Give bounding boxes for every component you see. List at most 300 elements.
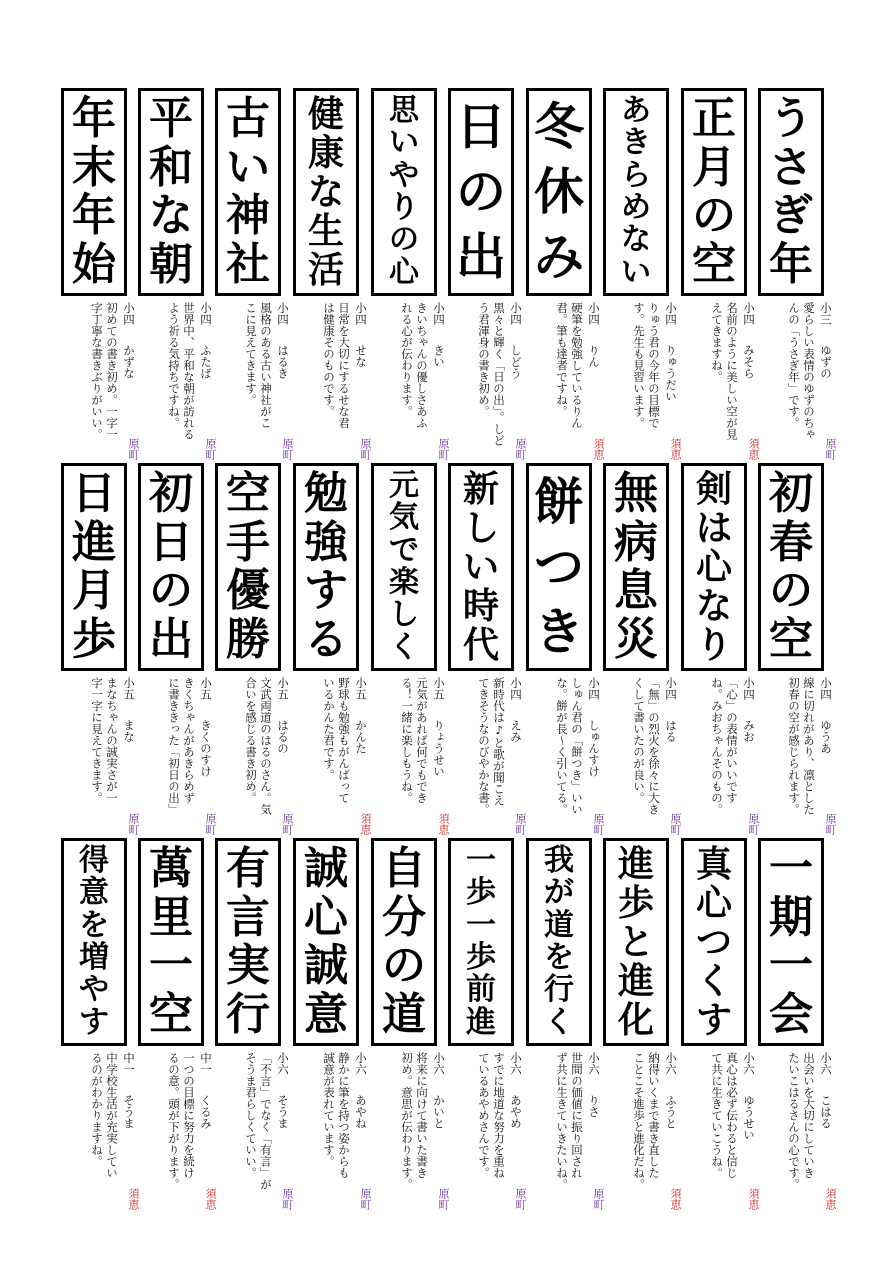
comment-line: 文武両道のはるのさん。気 [259,677,273,815]
comment-line: 静かに筆を持つ姿からも [337,1052,351,1179]
grade-label: 小六 [819,1052,833,1075]
calligraphy-char: 朝 [149,238,193,290]
entry-caption [64,302,136,462]
calligraphy-panel [293,463,359,671]
grade-label: 小四 [587,302,601,325]
calligraphy-char: め [621,190,651,226]
entry-caption [529,302,601,462]
calligraphy-panel [448,88,514,296]
comment-line: 「心」の表情がいいです [725,677,739,804]
calligraphy-char: 日 [72,468,116,520]
calligraphy-entry [292,88,372,468]
calligraphy-char: 増 [79,940,109,976]
school-label: 原町 [127,813,140,835]
calligraphy-char: な [307,170,344,213]
school-label: 須恵 [204,1188,217,1210]
calligraphy-char: な [149,190,193,242]
calligraphy-char: 誠 [304,843,348,895]
comment-line: よう祈る気持ちですね。 [167,302,181,429]
calligraphy-char: 一 [466,907,496,943]
comment-line: しゅん君の「餅つき」いい [570,677,584,815]
comment-line: る！一緒に楽しもうね。 [400,677,414,804]
calligraphy-char: く [695,959,732,1002]
grade-label: 小四 [122,302,136,325]
author-name: りさ [587,1094,601,1118]
calligraphy-char: い [621,254,651,290]
calligraphy-char: 月 [692,141,736,193]
school-label: 須恵 [747,1188,760,1210]
calligraphy-char: い [226,141,270,193]
author-name: かんた [354,719,368,754]
entry-caption [451,302,523,462]
calligraphy-char: ぎ [769,190,813,242]
calligraphy-char: 一 [769,843,813,895]
calligraphy-char: 月 [72,565,116,617]
calligraphy-panel [758,838,824,1046]
calligraphy-char: 生 [307,209,344,252]
author-name: はるの [276,719,290,754]
school-label: 須恵 [669,1188,682,1210]
calligraphy-char: い [462,545,499,588]
calligraphy-char: 和 [149,141,193,193]
school-label: 原町 [669,813,682,835]
calligraphy-char: 前 [466,972,496,1008]
calligraphy-char: 萬 [149,843,193,895]
calligraphy-char: 進 [617,843,654,886]
comment-line: ことこそ進歩と進化だね。 [632,1052,646,1190]
calligraphy-char: き [534,601,584,661]
calligraphy-entry [447,88,527,468]
calligraphy-char: 歩 [466,875,496,911]
comment-line: まなちゃんの誠実さが一 [105,677,119,804]
school-label: 須恵 [669,438,682,460]
author-name: えみ [509,719,523,743]
calligraphy-char: 勉 [304,468,348,520]
calligraphy-panel [681,463,747,671]
calligraphy-char: 日 [149,516,193,568]
comment-line: に書ききった「初日の出」 [167,677,181,815]
calligraphy-char: 得 [79,843,109,879]
comment-line: くして書いたのが良い。 [632,677,646,804]
calligraphy-char: 道 [382,988,426,1040]
calligraphy-char: 代 [462,623,499,666]
entry-caption [141,302,213,462]
author-name: あやね [354,1094,368,1129]
calligraphy-char: が [544,875,574,911]
calligraphy-char: 道 [544,907,574,943]
author-name: はる [664,719,678,743]
comment-line: 一つの目標に努力を続け [182,1052,196,1179]
school-label: 原町 [204,813,217,835]
school-label: 須恵 [747,438,760,460]
calligraphy-entry [214,463,294,843]
comment-line: 真心は必ず伝わると信じ [725,1052,739,1179]
calligraphy-panel [526,88,592,296]
grade-label: 小六 [509,1052,523,1075]
author-name: きい [432,344,446,368]
calligraphy-entry [680,838,760,1218]
calligraphy-char: 有 [226,843,270,895]
calligraphy-char: 日 [456,97,506,157]
calligraphy-entry [680,88,760,468]
entry-caption [606,302,678,462]
calligraphy-char: 意 [304,988,348,1040]
school-label: 原町 [592,813,605,835]
calligraphy-char: く [389,629,419,665]
calligraphy-char: 化 [617,998,654,1041]
calligraphy-char: 始 [72,238,116,290]
entry-caption [218,1052,290,1212]
author-name: くるみ [199,1094,213,1129]
calligraphy-char: 期 [769,891,813,943]
calligraphy-char: な [695,584,732,627]
school-label: 原町 [514,813,527,835]
comment-line: 元気があれば何でもでき [415,677,429,804]
calligraphy-char: 実 [226,940,270,992]
grade-label: 小五 [276,677,290,700]
comment-line: すでに地道な努力を重ね [492,1052,506,1179]
calligraphy-char: 気 [389,500,419,536]
comment-line: たいこはるさんの心です。 [787,1052,801,1190]
school-label: 須恵 [592,438,605,460]
calligraphy-char: 進 [466,1004,496,1040]
calligraphy-char: や [79,972,109,1008]
comment-line: てきそうなのびやかな書。 [477,677,491,815]
calligraphy-char: の [769,565,813,617]
school-label: 原町 [281,438,294,460]
calligraphy-panel [138,88,204,296]
entry-caption [684,1052,756,1212]
comment-line: 初春の空が感じられます。 [787,677,801,815]
calligraphy-panel [293,88,359,296]
calligraphy-entry [137,838,217,1218]
calligraphy-char: あ [621,93,651,129]
author-name: みそら [742,344,756,379]
entry-caption [451,677,523,837]
calligraphy-entry [602,88,682,468]
school-label: 原町 [824,813,837,835]
comment-line: きくちゃんがあきらめず [182,677,196,804]
grade-label: 小六 [354,1052,368,1075]
comment-line: 「無」の烈火を徐々に大き [647,677,661,815]
entry-caption [529,1052,601,1212]
calligraphy-char: 一 [149,940,193,992]
comment-line: 中学校生活が充実してい [105,1052,119,1179]
grade-label: 小四 [199,302,213,325]
author-name: そうま [122,1094,136,1129]
calligraphy-char: つ [695,920,732,963]
calligraphy-entry [60,838,140,1218]
grade-label: 小五 [199,677,213,700]
grade-label: 小六 [742,1052,756,1075]
comment-line: う君渾身の書き初め。 [477,302,491,417]
calligraphy-char: の [149,565,193,617]
grade-label: 小四 [587,677,601,700]
school-label: 原町 [127,438,140,460]
comment-line: えてきますね。 [710,302,724,383]
grade-label: 小五 [432,677,446,700]
author-name: みお [742,719,756,743]
entry-caption [684,677,756,837]
author-name: そうま [276,1094,290,1129]
grade-label: 小四 [354,302,368,325]
comment-line: 世間の価値に振り回され [570,1052,584,1179]
author-name: りゅうだい [664,344,678,402]
calligraphy-char: を [79,907,109,943]
calligraphy-char: 里 [149,891,193,943]
calligraphy-char: 進 [72,516,116,568]
calligraphy-entry [370,88,450,468]
grade-label: 小三 [819,302,833,325]
calligraphy-char: 勝 [226,613,270,665]
calligraphy-panel [681,838,747,1046]
comment-line: 愛らしい表情のゆずのちゃ [802,302,816,440]
calligraphy-char: 元 [389,468,419,504]
entry-row [0,463,876,833]
comment-line: きいちゃんの優しさあふ [415,302,429,429]
calligraphy-char: う [769,93,813,145]
calligraphy-char: 歩 [617,882,654,925]
calligraphy-char: 康 [307,132,344,175]
calligraphy-char: き [621,125,651,161]
calligraphy-entry [292,838,372,1218]
calligraphy-char: 心 [389,254,419,290]
calligraphy-char: 歩 [72,613,116,665]
comment-line: 線に切れがあり、凛とした [802,677,816,815]
calligraphy-entry [370,463,450,843]
school-label: 原町 [359,1188,372,1210]
calligraphy-char: 心 [304,891,348,943]
calligraphy-entry [757,838,837,1218]
entry-caption [374,677,446,837]
comment-line: りゅう君の今年の目標で [647,302,661,429]
comment-line: 黒々と輝く「日の出」。しど [492,302,506,446]
comment-line: そうま君らしくていい。 [244,1052,258,1179]
comment-line: 君。筆も達者ですね。 [555,302,569,417]
school-label: 須恵 [824,1188,837,1210]
school-label: 原町 [359,438,372,460]
calligraphy-panel [526,463,592,671]
author-name: ふたば [199,344,213,379]
author-name: しどう [509,344,523,379]
entry-caption [684,302,756,462]
grade-label: 小六 [664,1052,678,1075]
grade-label: 小五 [354,677,368,700]
calligraphy-char: 末 [72,141,116,193]
calligraphy-char: 言 [226,891,270,943]
calligraphy-char: る [304,613,348,665]
grade-label: 中一 [199,1052,213,1075]
comment-line: こに見えてきます。 [244,302,258,406]
comment-line: れる心が伝わります。 [400,302,414,417]
comment-line: 誠意が表れています。 [322,1052,336,1167]
comment-line: 字一字に見えてきます。 [90,677,104,804]
calligraphy-panel [61,88,127,296]
calligraphy-char: 優 [226,565,270,617]
calligraphy-char: 息 [614,565,658,617]
calligraphy-char: 心 [695,882,732,925]
entry-caption [761,677,833,837]
entry-caption [451,1052,523,1212]
calligraphy-char: 楽 [389,565,419,601]
school-label: 須恵 [359,813,372,835]
entry-caption [296,302,368,462]
comment-line: 初めての書き初め。一字一 [105,302,119,440]
entry-caption [141,1052,213,1212]
author-name: しゅんすけ [587,719,601,777]
calligraphy-char: 餅 [534,472,584,532]
entry-caption [529,677,601,837]
entry-row [0,838,876,1208]
grade-label: 小六 [276,1052,290,1075]
grade-label: 小六 [587,1052,601,1075]
calligraphy-char: 歩 [466,940,496,976]
calligraphy-char: い [389,125,419,161]
calligraphy-char: さ [769,141,813,193]
comment-line: んの「うさぎ年」です。 [787,302,801,429]
grade-label: 小六 [432,1052,446,1075]
calligraphy-panel [371,88,437,296]
author-name: かずな [122,344,136,379]
calligraphy-char: 分 [382,891,426,943]
author-name: あやめ [509,1094,523,1129]
calligraphy-char: 正 [692,93,736,145]
entry-caption [761,302,833,462]
calligraphy-char: 強 [304,516,348,568]
author-name: まな [122,719,136,743]
author-name: ゆずの [819,344,833,379]
calligraphy-panel [681,88,747,296]
comment-line: ね。みおちゃんそのもの。 [710,677,724,815]
calligraphy-entry [757,88,837,468]
calligraphy-char: 空 [692,238,736,290]
calligraphy-panel [603,88,669,296]
comment-line: す。先生も見習います。 [632,302,646,429]
grade-label: 小四 [742,302,756,325]
grade-label: 小四 [276,302,290,325]
calligraphy-char: 誠 [304,940,348,992]
calligraphy-char: り [389,190,419,226]
calligraphy-entry [525,88,605,468]
school-label: 須恵 [127,1188,140,1210]
calligraphy-panel [603,463,669,671]
calligraphy-panel [526,838,592,1046]
calligraphy-char: 古 [226,93,270,145]
entry-caption [218,302,290,462]
entry-caption [64,677,136,837]
school-label: 須恵 [437,813,450,835]
calligraphy-char: 我 [544,843,574,879]
comment-line: な。餅が長～く引いてる。 [555,677,569,815]
comment-line: 日常を大切にするせな君 [337,302,351,429]
calligraphy-entry [602,463,682,843]
comment-line: 「不言」でなく「有言」が [259,1052,273,1190]
calligraphy-char: 平 [149,93,193,145]
calligraphy-char: す [79,1004,109,1040]
calligraphy-char: の [382,940,426,992]
comment-line: ているあやめさんです。 [477,1052,491,1179]
calligraphy-entry [525,838,605,1218]
calligraphy-panel [215,88,281,296]
calligraphy-entry [525,463,605,843]
calligraphy-char: 活 [307,248,344,291]
calligraphy-char: み [534,226,584,286]
comment-line: るのがわかりますね。 [90,1052,104,1167]
calligraphy-entry [137,463,217,843]
calligraphy-char: 剣 [695,468,732,511]
author-name: ふうと [664,1094,678,1129]
calligraphy-char: 社 [226,238,270,290]
author-name: りょうせい [432,719,446,777]
calligraphy-panel [215,838,281,1046]
calligraphy-char: つ [534,536,584,596]
calligraphy-char: 出 [149,613,193,665]
entry-caption [606,1052,678,1212]
calligraphy-panel [758,88,824,296]
calligraphy-char: 空 [226,468,270,520]
school-label: 原町 [592,1188,605,1210]
calligraphy-char: 冬 [534,97,584,157]
comment-line: るの意。頭が下がります。 [167,1052,181,1190]
calligraphy-char: 年 [72,93,116,145]
comment-line: 出会いを大切にしていき [802,1052,816,1179]
calligraphy-char: 無 [614,468,658,520]
calligraphy-char: 休 [534,161,584,221]
calligraphy-panel [61,838,127,1046]
calligraphy-char: な [621,222,651,258]
calligraphy-char: 行 [226,988,270,1040]
calligraphy-char: 年 [72,190,116,242]
calligraphy-char: 空 [769,613,813,665]
entry-caption [218,677,290,837]
school-label: 原町 [824,438,837,460]
school-label: 原町 [747,813,760,835]
entry-caption [606,677,678,837]
entry-row [0,88,876,458]
comment-line: 世界中、平和な朝が訪れる [182,302,196,440]
calligraphy-char: 健 [307,93,344,136]
school-label: 原町 [281,813,294,835]
calligraphy-entry [292,463,372,843]
calligraphy-char: し [389,597,419,633]
calligraphy-panel [293,838,359,1046]
calligraphy-panel [448,838,514,1046]
comment-line: 新時代は♪と歌が聞こえ [492,677,506,806]
entry-caption [64,1052,136,1212]
calligraphy-char: 初 [769,468,813,520]
entry-caption [374,302,446,462]
comment-line: 将来に向けて書いた書き [415,1052,429,1179]
calligraphy-char: し [462,507,499,550]
grade-label: 小四 [509,302,523,325]
grade-label: 小四 [432,302,446,325]
comment-line: 野球も勉強もがんばって [337,677,351,804]
calligraphy-char: す [304,565,348,617]
entry-caption [374,1052,446,1212]
comment-line: 合いを感じる書き初め。 [244,677,258,804]
grade-label: 中一 [122,1052,136,1075]
school-label: 原町 [514,1188,527,1210]
calligraphy-char: 行 [544,972,574,1008]
calligraphy-char: で [389,532,419,568]
calligraphy-panel [758,463,824,671]
comment-line: 初め。意思が伝わります。 [400,1052,414,1190]
calligraphy-panel [215,463,281,671]
calligraphy-panel [61,463,127,671]
entry-caption [141,677,213,837]
school-label: 原町 [204,438,217,460]
calligraphy-char: ら [621,157,651,193]
